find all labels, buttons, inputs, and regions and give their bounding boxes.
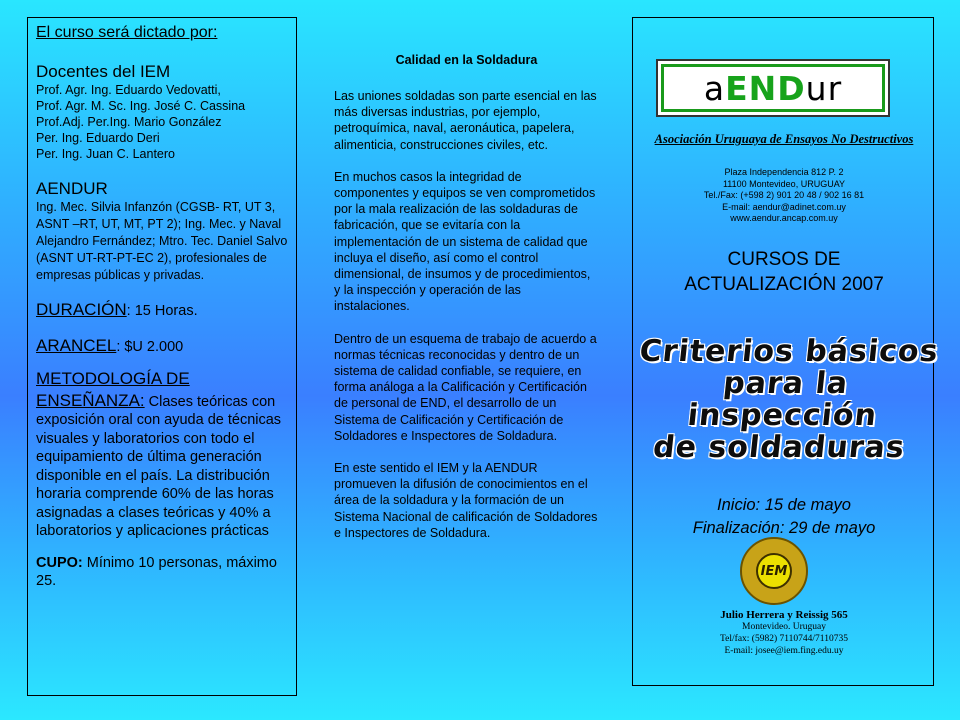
courses-heading	[633, 247, 935, 297]
aendur-logo	[656, 59, 890, 117]
aendur-teachers-text: Ing. Mec. Silvia Infanzón (CGSB- RT, UT 3, ASNT –RT, UT, MT, PT 2); Ing. Mec. y Naval Alejandro Fernández; Mtro. Tec. Daniel Salvo (ASNT UT-RT-PT-EC 2), profesionales de empresas públicas y privadas.	[36, 200, 288, 282]
paragraph: En este sentido el IEM y la AENDUR promueven la difusión de conocimientos en el área de la soldadura y la formación de un Sistema Nacional de calificación de Soldadores e Inspectores de Soldadura.	[334, 461, 598, 540]
methodology-label: METODOLOGÍA DE ENSEÑANZA:	[36, 369, 190, 410]
paragraph: Dentro de un esquema de trabajo de acuerdo a normas técnicas reconocidas y dentro de un sistema de calidad confiable, se requiere, en forma análoga a la Calificación y Certificación de personal de END, el desarrollo de un Sistema de Calificación y Certificación de Soldadores e Inspectores de Soldadura.	[334, 331, 597, 443]
aendur-address	[633, 167, 935, 225]
duration-line	[36, 299, 288, 321]
teacher-line: Prof. Agr. Ing. Eduardo Vedovatti,	[36, 83, 221, 97]
quality-title: Calidad en la Soldadura	[395, 53, 538, 67]
iem-seal-icon	[740, 537, 808, 605]
address-line: Tel./Fax: (+598 2) 901 20 48 / 902 16 81	[703, 190, 865, 201]
end-date: Finalización: 29 de mayo	[692, 519, 876, 537]
iem-seal-center: IEM	[756, 553, 792, 589]
address-line: www.aendur.ancap.com.uy	[730, 213, 838, 224]
aendur-heading: AENDUR	[36, 179, 108, 198]
quota-paragraph	[36, 554, 288, 591]
teacher-line: Prof.Adj. Per.Ing. Mario González	[36, 115, 222, 129]
paragraph: Las uniones soldadas son parte esencial en las más diversas industrias, por ejemplo, petroquímica, naval, aeronáutica, papelera, alimenticia, construcciones civiles, etc.	[334, 89, 597, 152]
iem-line: E-mail: josee@iem.fing.edu.uy	[724, 646, 844, 656]
iem-street: Julio Herrera y Reissig 565	[720, 609, 848, 621]
course-title-line: para la inspección	[685, 366, 879, 433]
aendur-logo-frame	[661, 64, 885, 112]
fee-value: : $U 2.000	[116, 338, 184, 355]
iem-teachers-list	[36, 82, 288, 162]
logo-text-a: a	[703, 68, 726, 108]
courses-line: CURSOS DE	[727, 249, 841, 270]
methodology-text: Clases teóricas con exposición oral con ayuda de técnicas visuales y laboratorios con todo el equipamiento de última generación disponible en el país. La distribución horaria comprende 60% de las horas asignadas a clases teóricas y 40% a laboratorios y aplicaciones prácticas	[36, 393, 282, 539]
address-line: 11100 Montevideo, URUGUAY	[722, 178, 846, 189]
logo-text-ur: ur	[805, 68, 843, 108]
iem-line: Tel/fax: (5982) 7110744/7110735	[720, 634, 848, 644]
teacher-line: Prof. Agr. M. Sc. Ing. José C. Cassina	[36, 99, 246, 113]
course-title-line: de soldaduras	[651, 430, 907, 465]
duration-value: : 15 Horas.	[126, 303, 198, 319]
methodology-paragraph	[36, 368, 288, 541]
teacher-line: Per. Ing. Juan C. Lantero	[36, 147, 175, 161]
course-title	[626, 336, 941, 464]
paragraph: En muchos casos la integridad de componentes y equipos se ven comprometidos por la mala realización de las soldaduras de fabricación, que se evitaría con la implementación de un sistema de calidad que incluya el diseño, así como el control dimensional, de insumos y de procedimientos, y la inspección y operación de las instalaciones.	[334, 169, 596, 314]
left-panel	[27, 17, 297, 696]
fee-line	[36, 335, 288, 357]
fee-label: ARANCEL	[36, 335, 117, 355]
right-panel	[632, 17, 941, 686]
duration-label: DURACIÓN	[36, 300, 127, 319]
teacher-line: Per. Ing. Eduardo Deri	[36, 131, 160, 145]
iem-heading: Docentes del IEM	[36, 62, 171, 81]
start-date: Inicio: 15 de mayo	[717, 496, 851, 514]
middle-panel	[334, 52, 599, 557]
course-dates	[633, 494, 935, 540]
address-line: E-mail: aendur@adinet.com.uy	[722, 201, 846, 212]
course-title-line: Criterios básicos	[637, 334, 941, 369]
courses-line: ACTUALIZACIÓN 2007	[684, 274, 884, 295]
logo-text-end: END	[725, 68, 806, 108]
iem-line: Montevideo. Uruguay	[742, 622, 826, 632]
address-line: Plaza Independencia 812 P. 2	[724, 167, 844, 177]
association-name: Asociación Uruguaya de Ensayos No Destructivos	[654, 132, 914, 146]
dictated-by-heading: El curso será dictado por:	[36, 24, 218, 41]
iem-address	[633, 609, 935, 657]
quota-text: Mínimo 10 personas, máximo 25.	[36, 554, 277, 589]
quota-label: CUPO:	[36, 554, 83, 571]
